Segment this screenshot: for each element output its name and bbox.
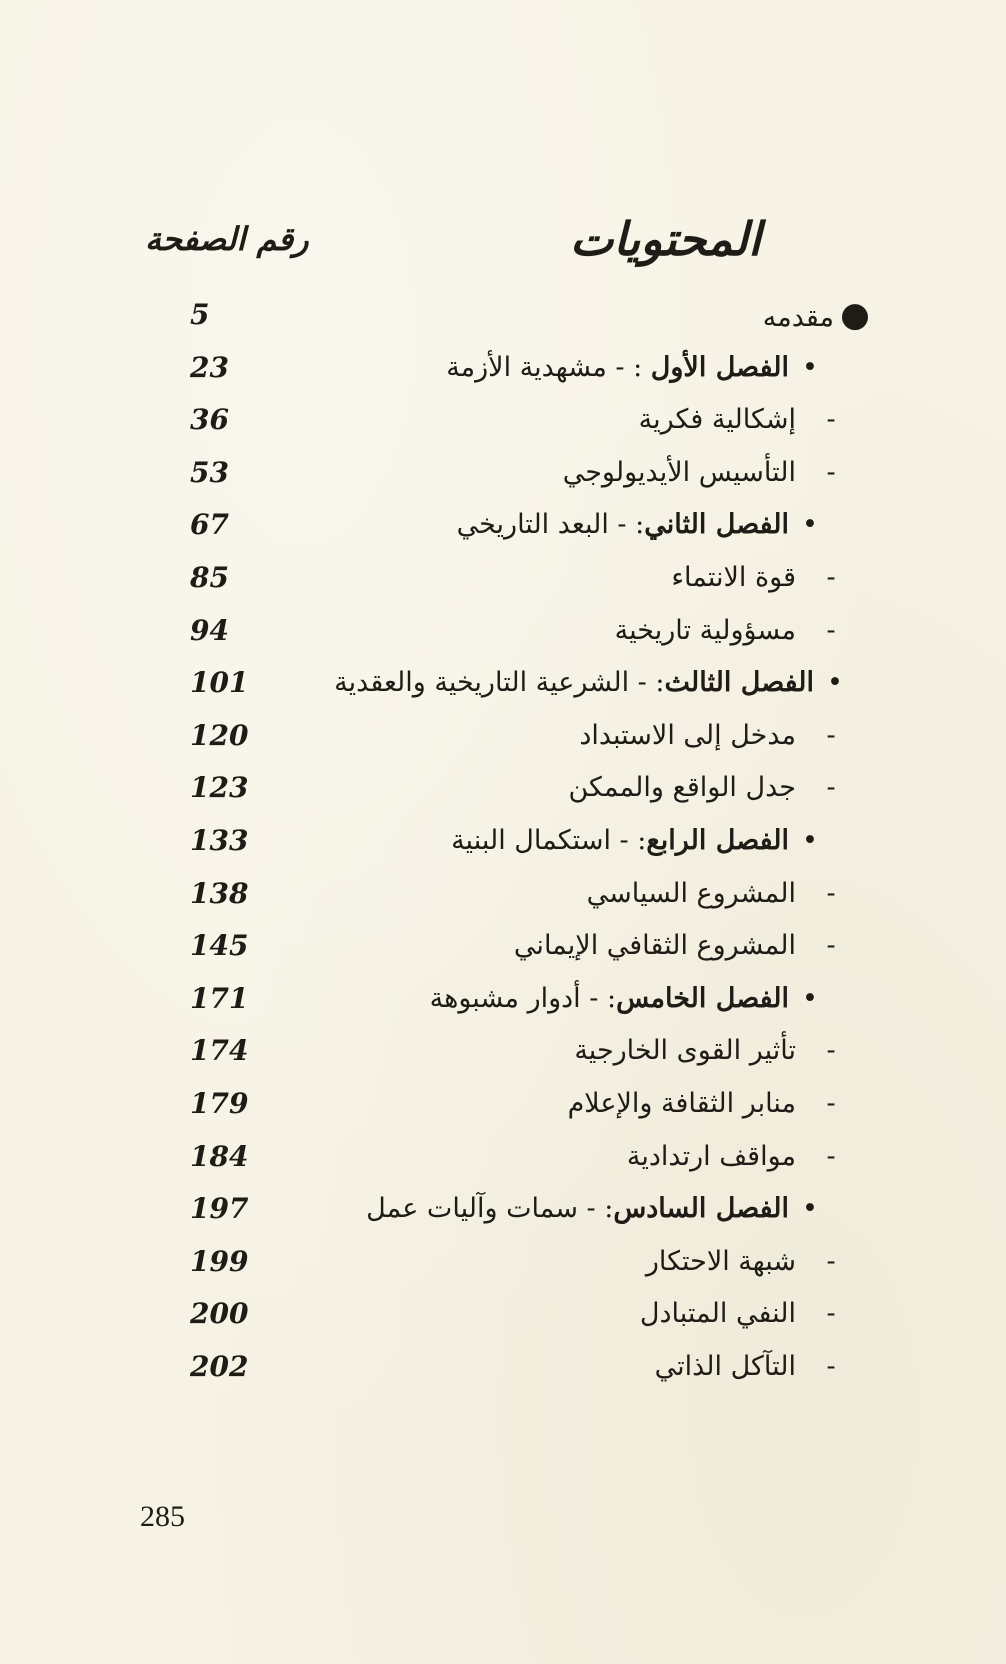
bullet-icon: ●: [840, 295, 870, 335]
toc-page-number: 200: [190, 1297, 249, 1331]
dash-marker: -: [826, 877, 836, 909]
chapter-label: الفصل الثاني: [644, 509, 789, 541]
toc-entry: [457, 500, 831, 550]
toc-page-number: 53: [190, 455, 229, 489]
toc-row: [0, 343, 1006, 393]
toc-row: [0, 1237, 1006, 1287]
chapter-label: الفصل الأول: [650, 351, 789, 383]
toc-row: [0, 974, 1006, 1024]
toc-row: [0, 1184, 1006, 1234]
section-title: التآكل الذاتي: [654, 1351, 796, 1382]
dash-marker: -: [826, 1245, 836, 1277]
dash-marker: -: [826, 1351, 836, 1382]
toc-page-number: 184: [190, 1139, 249, 1173]
section-title: النفي المتبادل: [639, 1298, 796, 1330]
toc-entry: [640, 1289, 866, 1339]
toc-row: [0, 816, 1006, 866]
toc-row: [0, 448, 1006, 498]
bullet-icon: •: [802, 509, 818, 541]
dash-marker: -: [826, 614, 836, 646]
toc-entry: [366, 1184, 831, 1234]
toc-page-number: 145: [190, 929, 249, 963]
toc-page-number: 202: [190, 1350, 249, 1383]
toc-page-number: 67: [190, 508, 229, 542]
dash-marker: -: [826, 404, 836, 436]
section-title: المشروع الثقافي الإيماني: [513, 930, 796, 962]
toc-row: [0, 290, 1006, 340]
toc-page-number: 123: [190, 771, 249, 805]
section-title: مدخل إلى الاستبداد: [579, 719, 796, 751]
section-title: منابر الثقافة والإعلام: [567, 1088, 796, 1119]
toc-row: [0, 1079, 1006, 1129]
toc-row: [0, 658, 1006, 708]
toc-entry: [451, 816, 831, 866]
toc-page-number: 133: [190, 824, 249, 857]
dash-marker: -: [826, 1298, 836, 1330]
bullet-icon: •: [802, 1193, 818, 1225]
section-title: المشروع السياسي: [586, 877, 796, 909]
section-title: قوة الانتماء: [671, 562, 796, 593]
dash-marker: -: [826, 1088, 836, 1119]
toc-row: [0, 1026, 1006, 1076]
toc-entry: [568, 763, 866, 813]
toc-page-number: 179: [190, 1087, 249, 1120]
chapter-subtitle: : - استكمال البنية: [451, 825, 647, 856]
section-title: تأثير القوى الخارجية: [574, 1035, 796, 1067]
section-title: مواقف ارتدادية: [626, 1140, 796, 1172]
toc-entry: [655, 1342, 866, 1392]
toc-page-number: 120: [190, 718, 249, 752]
dash-marker: -: [826, 562, 836, 593]
toc-page-number: 197: [190, 1192, 249, 1226]
chapter-label: الفصل الخامس: [616, 982, 789, 1014]
toc-page-number: 171: [190, 981, 249, 1015]
chapter-subtitle: : - البعد التاريخي: [456, 509, 645, 541]
section-title: جدل الواقع والممكن: [568, 772, 796, 804]
toc-row: [0, 553, 1006, 603]
chapter-label: الفصل الثالث: [664, 667, 814, 699]
toc-row: [0, 921, 1006, 971]
intro-title: مقدمه: [762, 302, 834, 333]
toc-page-number: 101: [190, 666, 249, 700]
dash-marker: -: [826, 930, 836, 962]
toc-row: [0, 606, 1006, 656]
bullet-icon: •: [827, 667, 843, 699]
toc-entry: [568, 1079, 866, 1129]
toc-row: [0, 1132, 1006, 1182]
toc-row: [0, 500, 1006, 550]
toc-entry: [514, 921, 866, 971]
toc-page-number: 138: [190, 876, 249, 910]
section-title: شبهة الاحتكار: [645, 1245, 796, 1277]
bullet-icon: •: [802, 351, 818, 383]
toc-page-number: 85: [190, 561, 229, 594]
footer-page-number: 285: [140, 1500, 185, 1533]
dash-marker: -: [826, 719, 836, 751]
page-number-column-header: رقم الصفحة: [145, 220, 309, 258]
toc-entry: [587, 869, 866, 919]
chapter-subtitle: : - مشهدية الأزمة: [446, 351, 651, 383]
dash-marker: -: [826, 772, 836, 804]
toc-entry: [763, 290, 876, 343]
toc-row: [0, 869, 1006, 919]
toc-entry: [579, 711, 866, 761]
toc-page-number: 94: [190, 613, 229, 647]
toc-entry: [639, 395, 866, 445]
toc-row: [0, 1342, 1006, 1392]
toc-entry: [334, 658, 856, 708]
toc-entry: [430, 974, 831, 1024]
toc-row: [0, 395, 1006, 445]
bullet-icon: •: [802, 825, 818, 856]
toc-entry: [671, 553, 866, 603]
toc-page-number: 199: [190, 1244, 249, 1278]
toc-entry: [646, 1237, 866, 1287]
toc-row: [0, 711, 1006, 761]
dash-marker: -: [826, 1140, 836, 1172]
toc-row: [0, 763, 1006, 813]
toc-page-number: 5: [190, 298, 210, 331]
page-title: المحتويات: [570, 212, 761, 266]
toc-entry: [574, 1026, 866, 1076]
chapter-label: الفصل الرابع: [646, 825, 789, 856]
chapter-label: الفصل السادس: [613, 1193, 789, 1225]
chapter-subtitle: : - سمات وآليات عمل: [366, 1193, 614, 1225]
toc-page-number: 36: [190, 403, 229, 437]
bullet-icon: •: [802, 982, 818, 1014]
toc-entry: [446, 343, 831, 393]
toc-entry: [627, 1132, 866, 1182]
chapter-subtitle: : - أدوار مشبوهة: [429, 982, 617, 1014]
dash-marker: -: [826, 456, 836, 488]
toc-page-number: 23: [190, 350, 229, 384]
toc-entry: [563, 448, 866, 498]
toc-entry: [615, 606, 866, 656]
section-title: مسؤولية تاريخية: [614, 614, 796, 646]
toc-row: [0, 1289, 1006, 1339]
chapter-subtitle: : - الشرعية التاريخية والعقدية: [334, 667, 665, 699]
section-title: التأسيس الأيديولوجي: [562, 456, 796, 488]
section-title: إشكالية فكرية: [638, 404, 796, 436]
dash-marker: -: [826, 1035, 836, 1067]
toc-page-number: 174: [190, 1034, 249, 1068]
